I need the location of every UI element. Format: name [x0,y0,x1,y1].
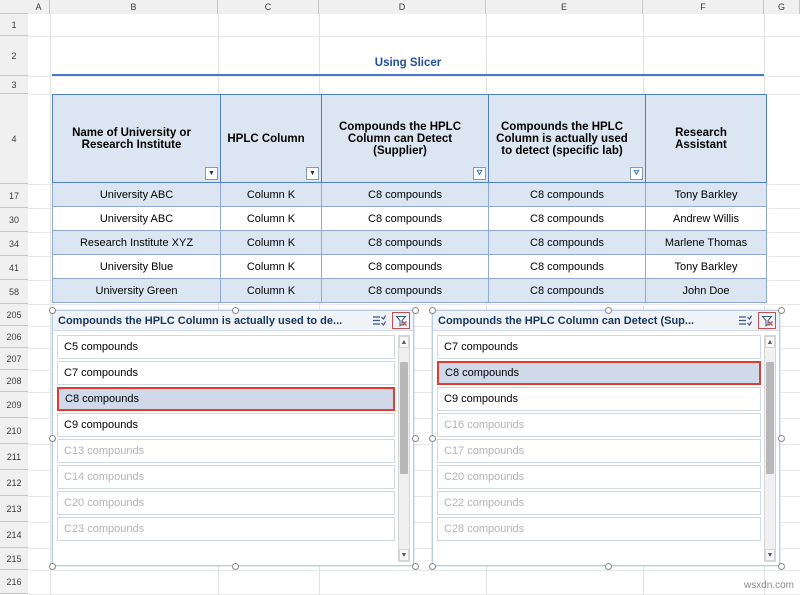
resize-handle-w[interactable] [49,435,56,442]
clear-filter-icon[interactable] [758,312,776,329]
row-header-column [0,14,28,594]
row-header-208[interactable]: 208 [0,370,28,392]
table-column-header-label: Compounds the HPLC Column can Detect (Supplier) [338,120,462,157]
table-cell[interactable]: University Green [53,279,221,303]
table-column-header-label: Name of University or Research Institute [72,126,191,151]
table-row[interactable] [53,279,767,303]
table-cell[interactable]: Marlene Thomas [646,231,767,255]
clear-filter-icon[interactable] [392,312,410,329]
slicer-title: Compounds the HPLC Column is actually used to de... [58,314,343,327]
table-cell[interactable]: C8 compounds [322,279,489,303]
table-cell[interactable]: University ABC [53,183,221,207]
slicer-item[interactable]: C14 compounds [57,465,395,489]
filter-dropdown-icon[interactable] [205,167,218,180]
table-header-row [53,95,767,183]
table-cell[interactable]: University ABC [53,207,221,231]
icon-glyph: ⛛ [633,170,640,177]
data-table[interactable] [52,94,767,303]
row-header-30[interactable]: 30 [0,208,28,232]
table-column-header-5 [646,95,767,183]
table-cell[interactable]: C8 compounds [489,255,646,279]
column-header-row [0,0,800,14]
slicer-header [433,311,779,331]
table-cell[interactable]: Column K [221,231,322,255]
filter-applied-icon[interactable] [630,167,643,180]
slicer-scrollbar[interactable] [764,335,776,562]
table-cell[interactable]: Column K [221,255,322,279]
resize-handle-n[interactable] [605,307,612,314]
filter-dropdown-icon[interactable] [306,167,319,180]
table-cell[interactable]: Tony Barkley [646,255,767,279]
row-header-209[interactable]: 209 [0,392,28,418]
grid-hline [28,36,800,37]
table-cell[interactable]: C8 compounds [322,183,489,207]
resize-handle-sw[interactable] [49,563,56,570]
slicer-item-list[interactable] [433,331,779,566]
row-header-1[interactable]: 1 [0,14,28,36]
table-row[interactable] [53,231,767,255]
row-header-4[interactable]: 4 [0,94,28,184]
slicer-item[interactable]: C5 compounds [57,335,395,359]
table-cell[interactable]: Column K [221,207,322,231]
scroll-down-arrow[interactable]: ▼ [399,549,409,561]
row-header-207[interactable]: 207 [0,348,28,370]
scrollbar-thumb[interactable] [400,362,408,474]
table-cell[interactable]: C8 compounds [489,231,646,255]
row-header-2[interactable]: 2 [0,36,28,76]
scroll-down-arrow[interactable]: ▼ [765,549,775,561]
row-header-41[interactable]: 41 [0,256,28,280]
table-column-header-label: HPLC Column [227,132,305,145]
table-column-header-2 [221,95,322,183]
resize-handle-s[interactable] [605,563,612,570]
column-header-d[interactable]: D [319,0,486,14]
row-header-216[interactable]: 216 [0,570,28,594]
slicer-item-list[interactable] [53,331,413,566]
row-header-58[interactable]: 58 [0,280,28,304]
slicer-title: Compounds the HPLC Column can Detect (Sup... [438,314,695,327]
resize-handle-w[interactable] [429,435,436,442]
slicer-can-detect[interactable] [432,310,780,566]
table-cell[interactable]: Research Institute XYZ [53,231,221,255]
table-cell[interactable]: Column K [221,279,322,303]
slicer-item[interactable]: C9 compounds [57,413,395,437]
table-cell[interactable]: John Doe [646,279,767,303]
resize-handle-se[interactable] [412,563,419,570]
row-header-215[interactable]: 215 [0,548,28,570]
page-title: Using Slicer [52,52,764,76]
row-header-210[interactable]: 210 [0,418,28,444]
row-header-34[interactable]: 34 [0,232,28,256]
table-column-header-1 [53,95,221,183]
slicer-item[interactable]: C8 compounds [57,387,395,411]
slicer-item[interactable]: C28 compounds [437,517,761,541]
row-header-211[interactable]: 211 [0,444,28,470]
slicer-item[interactable]: C22 compounds [437,491,761,515]
slicer-item[interactable]: C8 compounds [437,361,761,385]
table-row[interactable] [53,207,767,231]
table-column-header-3 [322,95,489,183]
table-cell[interactable]: Tony Barkley [646,183,767,207]
resize-handle-e[interactable] [412,435,419,442]
table-column-header-label: Research Assistant [675,126,727,151]
row-header-214[interactable]: 214 [0,522,28,548]
slicer-item[interactable]: C23 compounds [57,517,395,541]
slicer-item[interactable]: C7 compounds [437,335,761,359]
slicer-item[interactable]: C16 compounds [437,413,761,437]
table-cell[interactable]: University Blue [53,255,221,279]
slicer-item[interactable]: C13 compounds [57,439,395,463]
row-header-206[interactable]: 206 [0,326,28,348]
row-header-205[interactable]: 205 [0,304,28,326]
resize-handle-s[interactable] [232,563,239,570]
grid-hline [28,304,800,305]
table-cell[interactable]: C8 compounds [489,207,646,231]
slicer-item[interactable]: C9 compounds [437,387,761,411]
slicer-item[interactable]: C20 compounds [437,465,761,489]
slicer-item[interactable]: C7 compounds [57,361,395,385]
column-header-c[interactable]: C [218,0,319,14]
slicer-item[interactable]: C17 compounds [437,439,761,463]
grid-hline [28,570,800,571]
resize-handle-sw[interactable] [429,563,436,570]
resize-handle-n[interactable] [232,307,239,314]
column-header-b[interactable]: B [50,0,218,14]
resize-handle-se[interactable] [778,563,785,570]
column-header-e[interactable]: E [486,0,643,14]
table-cell[interactable]: C8 compounds [322,207,489,231]
table-row[interactable] [53,183,767,207]
table-row[interactable] [53,255,767,279]
table-column-header-label: Compounds the HPLC Column is actually used to detect (specific lab) [496,120,628,157]
table-cell[interactable]: Andrew Willis [646,207,767,231]
table-cell[interactable]: C8 compounds [489,183,646,207]
icon-glyph: ⛛ [476,170,483,177]
multi-select-icon[interactable] [370,312,388,329]
column-header-f[interactable]: F [643,0,764,14]
resize-handle-nw[interactable] [429,307,436,314]
scrollbar-thumb[interactable] [766,362,774,474]
watermark: wsxdn.com [743,580,794,591]
table-cell[interactable]: Column K [221,183,322,207]
multi-select-icon[interactable] [736,312,754,329]
table-cell[interactable]: C8 compounds [489,279,646,303]
row-header-17[interactable]: 17 [0,184,28,208]
slicer-item[interactable]: C20 compounds [57,491,395,515]
resize-handle-e[interactable] [778,435,785,442]
slicer-scrollbar[interactable] [398,335,410,562]
table-cell[interactable]: C8 compounds [322,231,489,255]
scroll-up-arrow[interactable]: ▲ [399,336,409,348]
slicer-actually-used[interactable] [52,310,414,566]
table-cell[interactable]: C8 compounds [322,255,489,279]
icon-glyph: ▼ [208,170,215,177]
icon-glyph: ▼ [309,170,316,177]
resize-handle-ne[interactable] [412,307,419,314]
filter-applied-icon[interactable] [473,167,486,180]
grid-hline [28,76,800,77]
column-header-g[interactable]: G [764,0,800,14]
row-header-212[interactable]: 212 [0,470,28,496]
slicer-header [53,311,413,331]
row-header-213[interactable]: 213 [0,496,28,522]
row-header-3[interactable]: 3 [0,76,28,94]
scroll-up-arrow[interactable]: ▲ [765,336,775,348]
resize-handle-ne[interactable] [778,307,785,314]
column-header-a[interactable]: A [28,0,50,14]
resize-handle-nw[interactable] [49,307,56,314]
table-column-header-4 [489,95,646,183]
